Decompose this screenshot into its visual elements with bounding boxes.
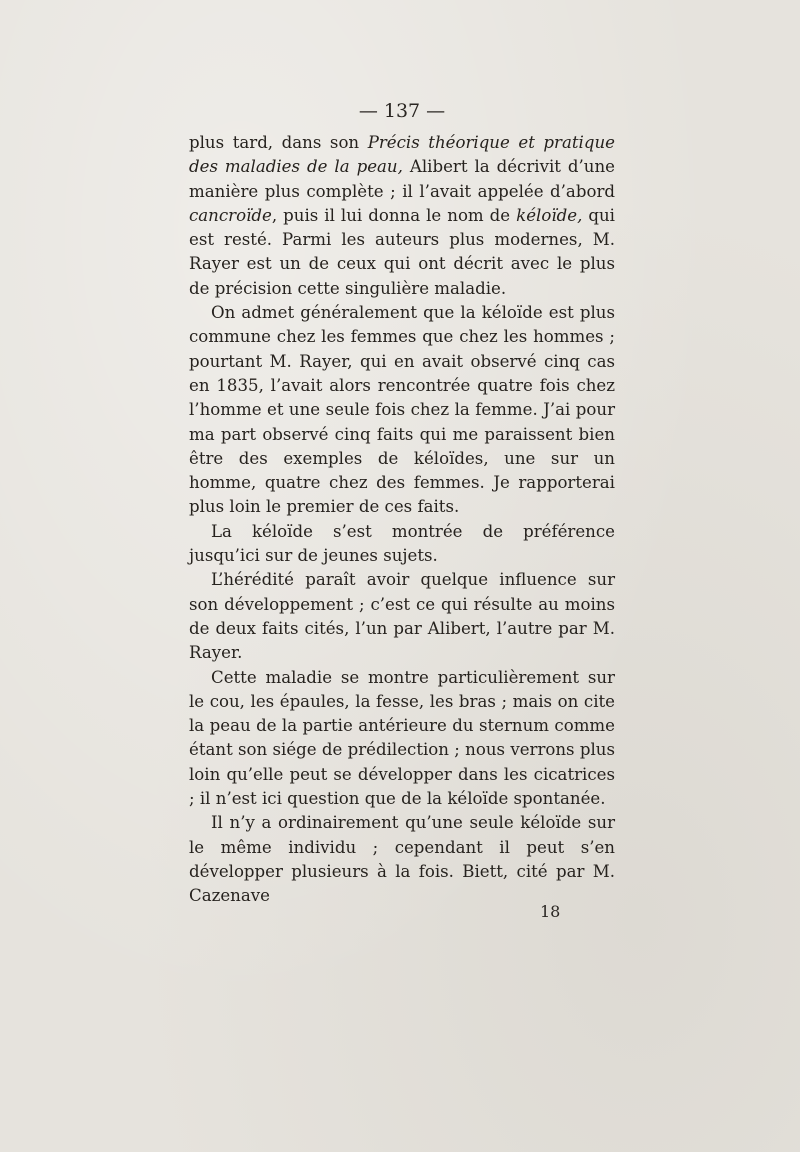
paragraph — [189, 568, 615, 665]
italic-text: Précis théorique et pratique des maladies de la peau, — [189, 133, 615, 177]
text-run: plus tard, dans son — [189, 133, 368, 152]
signature-mark: 18 — [540, 902, 561, 921]
text-run: On admet généralement que la kéloïde est plus commune chez les femmes que chez les hommes ; pourtant M. Rayer, qui en avait observé cinq cas en 1835, l’avait alors rencontrée quatre fois chez l’homme et une seule fois chez la femme. J’ai pour ma part observé cinq faits qui me paraissent bien être des exemples de kéloïdes, une sur un homme, quatre chez des femmes. Je rapporterai plus loin le premier de ces faits. — [189, 303, 615, 517]
body-text — [189, 131, 615, 909]
text-run: L’hérédité paraît avoir quelque influence sur son développement ; c’est ce qui résulte au moins de deux faits cités, l’un par Alibert, l’autre par M. Rayer. — [189, 570, 615, 663]
paragraph — [189, 811, 615, 908]
page-number: — 137 — — [358, 100, 446, 122]
paragraph — [189, 520, 615, 569]
paragraph — [189, 301, 615, 520]
paragraph — [189, 131, 615, 301]
italic-text: cancroïde — [189, 205, 272, 225]
text-run: , puis il lui donna le nom de — [271, 205, 517, 225]
italic-text: kéloïde, — [516, 205, 583, 225]
text-run: Alibert la décrivit d’une manière plus complète ; il l’avait appelée d’abord — [189, 157, 616, 201]
text-run: Cette maladie se montre particulièrement sur le cou, les épaules, la fesse, les bras ; mais on cite la peau de la partie antérieure du sternum comme étant son siége de prédilection ; nous verrons plus loin qu’elle peut se développer dans les cicatrices ; il n’est ici question que de la kéloïde spontanée. — [189, 667, 615, 809]
text-run: Il n’y a ordinairement qu’une seule kéloïde sur le même individu ; cependant il peut s’en développer plusieurs à la fois. Biett, cité par M. Cazenave — [189, 813, 615, 906]
text-run: La kéloïde s’est montrée de préférence jusqu’ici sur de jeunes sujets. — [189, 521, 615, 566]
paragraph — [189, 666, 615, 812]
text-run: qui est resté. Parmi les auteurs plus modernes, M. Rayer est un de ceux qui ont décrit avec le plus de précision cette singulière maladie. — [189, 205, 615, 298]
